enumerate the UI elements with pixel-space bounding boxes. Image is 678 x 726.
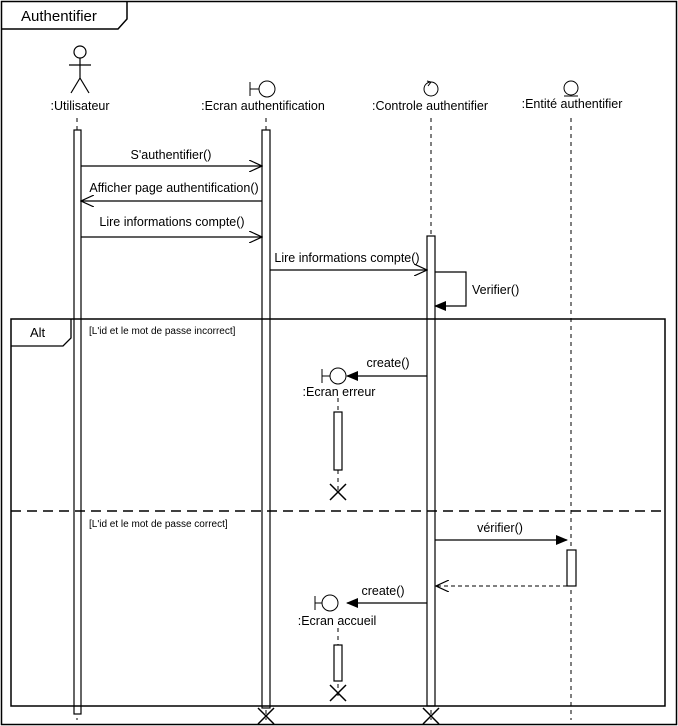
- alt-guard-2: [L'id et le mot de passe correct]: [89, 519, 228, 530]
- created-label-accueil: :Ecran accueil: [297, 614, 377, 628]
- message-label-3: Lire informations compte(): [99, 215, 245, 229]
- activation-entite: [567, 550, 576, 586]
- control-icon: [424, 81, 438, 96]
- lifeline-label-ecran: :Ecran authentification: [201, 99, 325, 113]
- message-label-2: Afficher page authentification(): [89, 181, 259, 195]
- lifeline-label-entite: :Entité authentifier: [521, 97, 623, 111]
- created-label-erreur: :Ecran erreur: [302, 385, 376, 399]
- entity-icon: [564, 81, 578, 96]
- actor-icon: [69, 46, 91, 93]
- activation-ecran-accueil: [334, 645, 342, 681]
- alt-operator-label: Alt: [30, 325, 46, 340]
- message-label-7: vérifier(): [477, 521, 523, 535]
- boundary-icon-accueil: [315, 595, 338, 611]
- frame-title: Authentifier: [21, 8, 97, 25]
- message-label-6: create(): [366, 356, 410, 370]
- activation-ecran-erreur: [334, 412, 342, 470]
- boundary-icon: [250, 81, 275, 97]
- alt-guard-1: [L'id et le mot de passe incorrect]: [89, 326, 236, 337]
- message-label-4: Lire informations compte(): [274, 251, 420, 265]
- lifeline-label-utilisateur: :Utilisateur: [50, 99, 110, 113]
- activation-ecran: [262, 130, 270, 708]
- self-message-label: Verifier(): [472, 283, 520, 297]
- activation-utilisateur: [74, 130, 81, 714]
- message-label-8: create(): [361, 584, 405, 598]
- self-message-arrow: [435, 272, 466, 306]
- activation-controle: [427, 236, 435, 706]
- message-label-1: S'authentifier(): [130, 148, 212, 162]
- boundary-icon-erreur: [322, 368, 346, 384]
- lifeline-label-controle: :Controle authentifier: [371, 99, 489, 113]
